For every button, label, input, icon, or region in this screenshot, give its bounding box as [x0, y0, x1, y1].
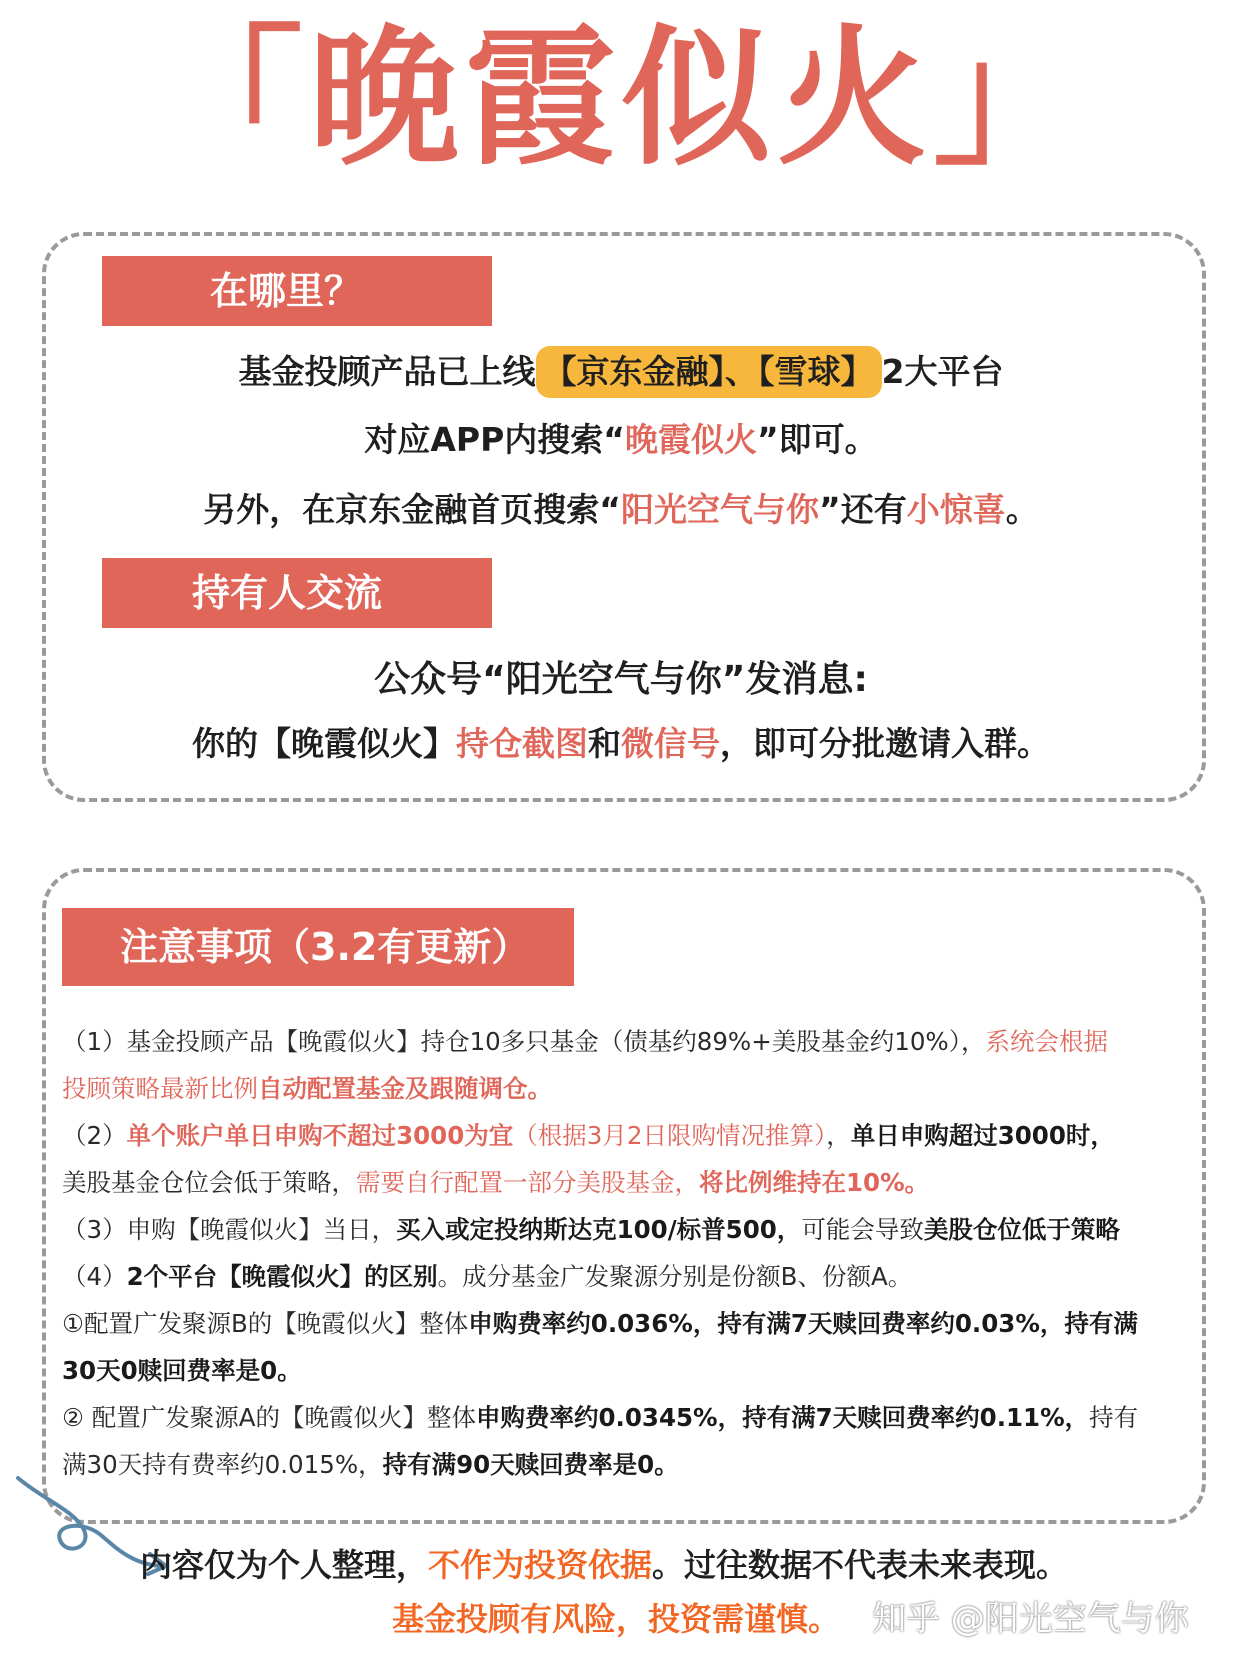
- note-2-red: （根据3月2日限购情况推算）: [513, 1121, 827, 1150]
- note-2-red-2: 需要自行配置一部分美股基金，: [356, 1168, 699, 1197]
- note-2-bold: 单日申购超过3000时，: [850, 1121, 1115, 1150]
- note-4-bold: 2个平台【晚霞似火】的区别: [126, 1262, 438, 1291]
- note-6-text-2: 持有: [1089, 1403, 1139, 1432]
- search-line-pre: 对应APP内搜索“: [364, 420, 625, 459]
- disclaimer-pre: 内容仅为个人整理，: [140, 1546, 429, 1584]
- platforms-line-pre: 基金投顾产品已上线: [238, 352, 536, 391]
- disclaimer-post: 。过往数据不代表未来表现。: [652, 1546, 1069, 1584]
- invite-line-post: ，即可分批邀请入群。: [720, 724, 1050, 763]
- note-2-num: （2）: [62, 1121, 127, 1150]
- surprise-keyword: 阳光空气与你: [621, 490, 819, 529]
- official-account-line: 公众号“阳光空气与你”发消息:: [374, 659, 868, 700]
- note-1-line-2: [62, 1065, 1184, 1112]
- surprise-line-mid: ”还有: [819, 490, 907, 529]
- search-keyword: 晚霞似火: [624, 420, 757, 459]
- surprise-text: 小惊喜: [906, 490, 1006, 529]
- note-3-text: （3）申购【晚霞似火】当日，: [62, 1215, 397, 1244]
- platforms-highlight: 【京东金融】、【雪球】: [536, 346, 882, 398]
- invite-line-mid: 和: [588, 724, 621, 763]
- note-1-line-1: [62, 1018, 1184, 1065]
- note-1-text: （1）基金投顾产品【晚霞似火】持仓10多只基金（债基约89%+美股基金约10%），: [62, 1027, 986, 1056]
- invite-line-pre: 你的【晚霞似火】: [192, 724, 456, 763]
- invite-wechat: 微信号: [621, 724, 720, 763]
- notes-section-tag: 注意事项（3.2有更新）: [62, 908, 574, 986]
- note-3: [62, 1206, 1184, 1253]
- page-title: 「晚霞似火」: [152, 12, 1089, 186]
- surprise-line-post: 。: [1005, 490, 1039, 529]
- note-2-red-bold-2: 将比例维持在10%。: [699, 1168, 930, 1197]
- note-3-bold: 买入或定投纳斯达克100/标普500，: [396, 1215, 802, 1244]
- note-5-bold: 申购费率约0.036%，持有满7天赎回费率约0.03%，持有满: [468, 1309, 1138, 1338]
- note-6-text: ② 配置广发聚源A的【晚霞似火】整体: [62, 1403, 477, 1432]
- note-5-text: ①配置广发聚源B的【晚霞似火】整体: [62, 1309, 469, 1338]
- note-3-bold-2: 美股仓位低于策略: [923, 1215, 1120, 1244]
- note-6-bold: 申购费率约0.0345%，持有满7天赎回费率约0.11%，: [476, 1403, 1090, 1432]
- note-6-line-2: [62, 1441, 1184, 1488]
- surprise-line-pre: 另外，在京东金融首页搜索“: [203, 490, 621, 529]
- note-4-num: （4）: [62, 1262, 127, 1291]
- note-2-text: 美股基金仓位会低于策略，: [62, 1168, 356, 1197]
- search-line-post: ”即可。: [756, 420, 878, 459]
- search-line: [0, 414, 1242, 466]
- note-2-comma: ，: [826, 1121, 851, 1150]
- note-2-line-2: [62, 1159, 1184, 1206]
- note-1-red-bold: 自动配置基金及跟随调仓。: [258, 1074, 552, 1103]
- holders-section-tag: 持有人交流: [102, 558, 492, 628]
- note-6-bold-2: 持有满90天赎回费率是0。: [382, 1450, 679, 1479]
- note-6-text-3: 满30天持有费率约0.015%，: [62, 1450, 383, 1479]
- note-4: [62, 1253, 1184, 1300]
- note-5-bold-2: 30天0赎回费率是0。: [62, 1356, 302, 1385]
- zhihu-watermark: 知乎 @阳光空气与你: [872, 1599, 1189, 1639]
- disclaimer-line: [140, 1540, 1120, 1590]
- note-2-red-bold: 单个账户单日申购不超过3000为宜: [126, 1121, 514, 1150]
- disclaimer-orange: 不作为投资依据: [428, 1546, 653, 1584]
- risk-warning: 基金投顾有风险，投资需谨慎。: [392, 1600, 841, 1638]
- platforms-line-post: 2大平台: [881, 352, 1004, 391]
- note-5-line-2: [62, 1347, 1184, 1394]
- note-5-line-1: [62, 1300, 1184, 1347]
- where-section-tag: 在哪里？: [102, 256, 492, 326]
- platforms-line: [0, 346, 1242, 398]
- note-3-text-2: 可能会导致: [801, 1215, 924, 1244]
- note-1-red: 系统会根据: [985, 1027, 1108, 1056]
- notes-list: [62, 1018, 1184, 1488]
- surprise-line: [0, 484, 1242, 536]
- invite-line: [0, 718, 1242, 770]
- note-2-line-1: [62, 1112, 1184, 1159]
- invite-screenshot: 持仓截图: [456, 724, 588, 763]
- note-6-line-1: [62, 1394, 1184, 1441]
- note-4-text: 。成分基金广发聚源分别是份额B、份额A。: [437, 1262, 913, 1291]
- note-1-red-2: 投顾策略最新比例: [62, 1074, 258, 1103]
